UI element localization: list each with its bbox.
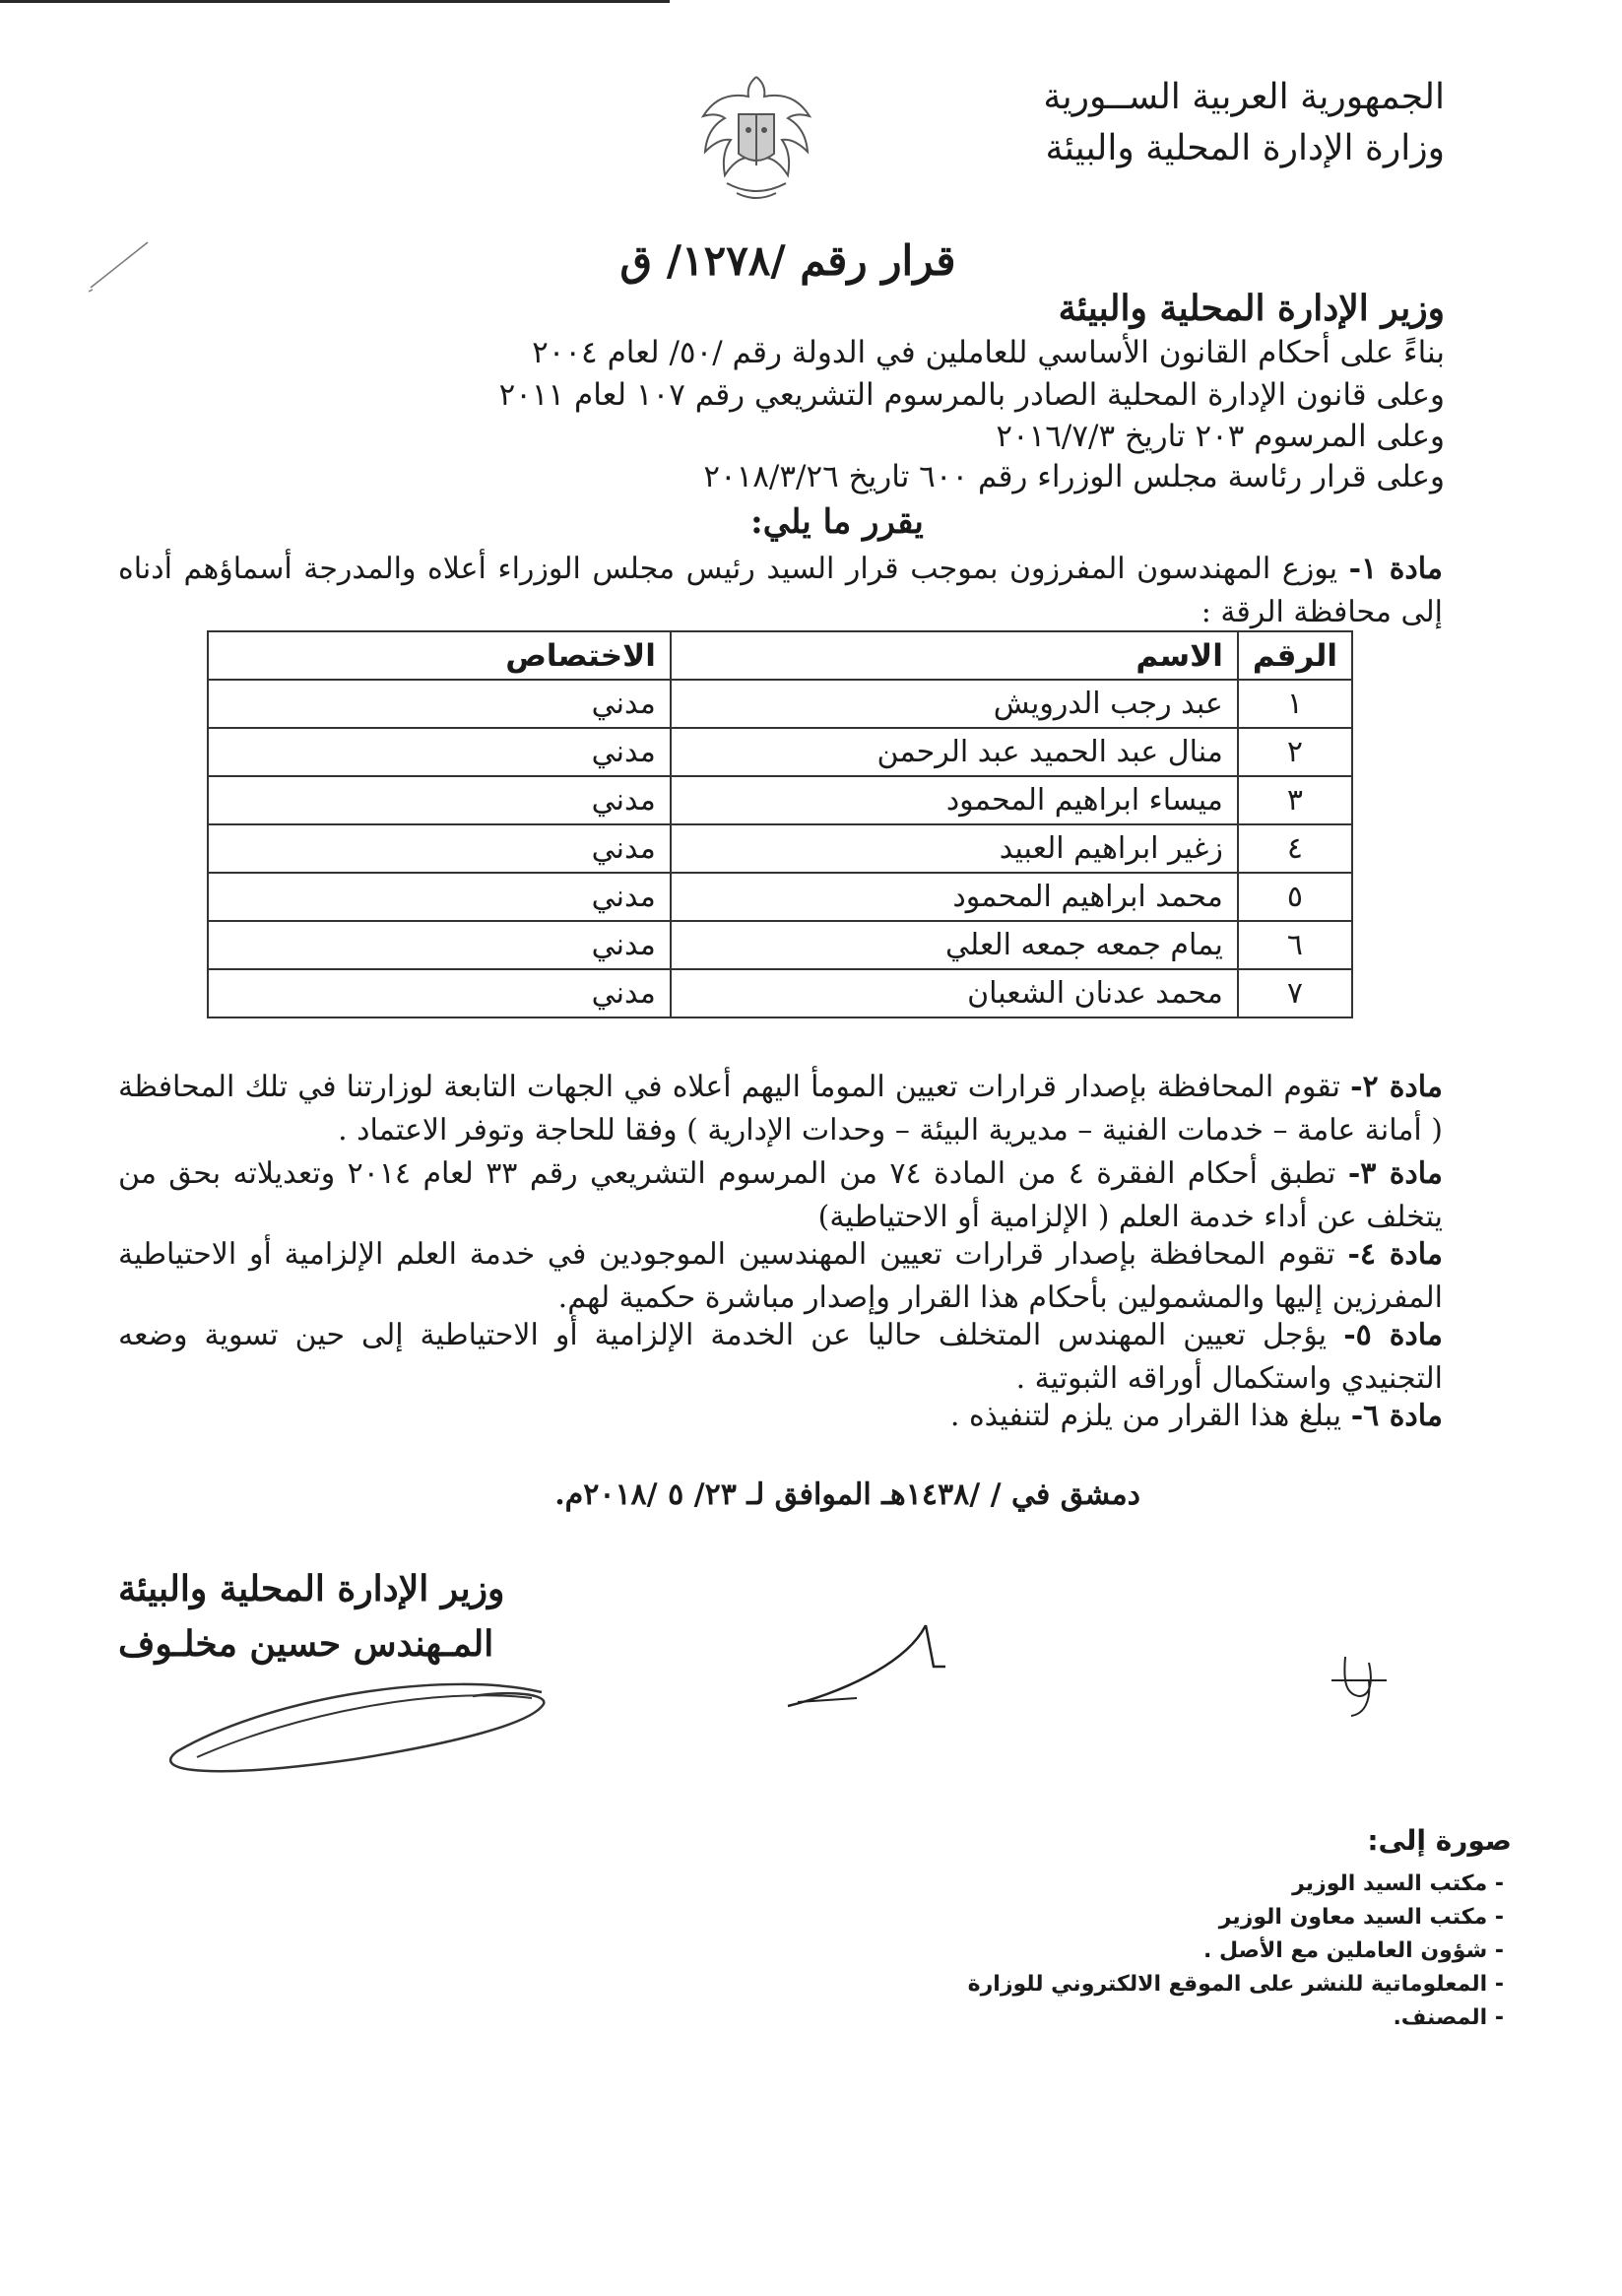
article-3 xyxy=(118,1152,1443,1239)
article-text: تقوم المحافظة بإصدار قرارات تعيين المهندسين الموجودين في خدمة العلم الإلزامية أو الاحتياطية المفرزين إليها والمشمولين بأحكام هذا القرار وإصدار مباشرة حكمية لهم. xyxy=(118,1237,1443,1315)
copies-item: - شؤون العاملين مع الأصل . xyxy=(1203,1938,1504,1963)
header-number: الرقم xyxy=(1238,631,1352,680)
article-label: مادة ٦- xyxy=(1350,1399,1443,1433)
decision-number: قرار رقم /١٢٧٨/ ق xyxy=(619,236,956,285)
table-row xyxy=(208,728,1352,776)
signature-name: المـهندس حسين مخلـوف xyxy=(118,1623,494,1665)
table-row xyxy=(208,873,1352,921)
table-row xyxy=(208,776,1352,824)
minister-title: وزير الإدارة المحلية والبيئة xyxy=(1058,288,1445,329)
table-row xyxy=(208,824,1352,873)
row-specialty: مدني xyxy=(208,921,671,969)
article-1 xyxy=(118,548,1443,634)
date-line: دمشق في / /١٤٣٨هـ الموافق لـ ٢٣/ ٥ /٢٠١٨م. xyxy=(554,1477,1140,1512)
article-4 xyxy=(118,1233,1443,1320)
scan-top-edge xyxy=(0,0,670,3)
paraph-icon xyxy=(778,1615,955,1714)
article-5 xyxy=(118,1314,1443,1401)
article-label: مادة ٣- xyxy=(1347,1156,1443,1191)
article-text: يوزع المهندسون المفرزون بموجب قرار السيد رئيس مجلس الوزراء أعلاه والمدرجة أسماؤهم أدناه إلى محافظة الرقة : xyxy=(118,552,1443,629)
header-specialty: الاختصاص xyxy=(208,631,671,680)
table-row xyxy=(208,680,1352,728)
article-label: مادة ٥- xyxy=(1343,1318,1443,1352)
article-label: مادة ١- xyxy=(1348,552,1443,586)
row-specialty: مدني xyxy=(208,680,671,728)
row-specialty: مدني xyxy=(208,969,671,1017)
republic-name: الجمهورية العربية الســورية xyxy=(1043,77,1445,117)
preamble-line: وعلى قرار رئاسة مجلس الوزراء رقم ٦٠٠ تاريخ ٢٠١٨/٣/٢٦ xyxy=(703,459,1445,494)
header-name: الاسم xyxy=(671,631,1238,680)
article-2 xyxy=(118,1066,1443,1152)
row-number: ١ xyxy=(1238,680,1352,728)
copies-item: - المعلوماتية للنشر على الموقع الالكتروني للوزارة xyxy=(967,1972,1504,1997)
preamble-line: بناءً على أحكام القانون الأساسي للعاملين في الدولة رقم /٥٠/ لعام ٢٠٠٤ xyxy=(532,335,1445,370)
copies-item: - مكتب السيد معاون الوزير xyxy=(1218,1905,1504,1930)
article-label: مادة ٤- xyxy=(1347,1237,1443,1272)
row-number: ٥ xyxy=(1238,873,1352,921)
row-name: زغير ابراهيم العبيد xyxy=(671,824,1238,873)
row-specialty: مدني xyxy=(208,873,671,921)
emblem-eagle-icon xyxy=(697,67,815,215)
row-specialty: مدني xyxy=(208,728,671,776)
margin-mark xyxy=(79,236,158,315)
copies-item: - مكتب السيد الوزير xyxy=(1292,1871,1504,1896)
initials-icon xyxy=(1326,1651,1395,1720)
row-name: محمد عدنان الشعبان xyxy=(671,969,1238,1017)
copies-item: - المصنف. xyxy=(1393,2005,1504,2030)
signature-title: وزير الإدارة المحلية والبيئة xyxy=(118,1568,505,1609)
row-number: ٤ xyxy=(1238,824,1352,873)
row-specialty: مدني xyxy=(208,776,671,824)
article-text: يؤجل تعيين المهندس المتخلف حاليا عن الخدمة الإلزامية أو الاحتياطية إلى حين تسوية وضعه التجنيدي واستكمال أوراقه الثبوتية . xyxy=(118,1318,1443,1396)
row-number: ٣ xyxy=(1238,776,1352,824)
signature-scribble-icon xyxy=(158,1674,551,1783)
table-row xyxy=(208,969,1352,1017)
row-name: محمد ابراهيم المحمود xyxy=(671,873,1238,921)
row-number: ٧ xyxy=(1238,969,1352,1017)
ministry-name: وزارة الإدارة المحلية والبيئة xyxy=(1045,128,1445,168)
preamble-line: وعلى المرسوم ٢٠٣ تاريخ ٢٠١٦/٧/٣ xyxy=(996,419,1445,454)
row-specialty: مدني xyxy=(208,824,671,873)
table-row xyxy=(208,921,1352,969)
row-number: ٢ xyxy=(1238,728,1352,776)
row-number: ٦ xyxy=(1238,921,1352,969)
row-name: يمام جمعه جمعه العلي xyxy=(671,921,1238,969)
row-name: ميساء ابراهيم المحمود xyxy=(671,776,1238,824)
copies-heading: صورة إلى: xyxy=(1367,1824,1512,1857)
article-text: يبلغ هذا القرار من يلزم لتنفيذه . xyxy=(949,1399,1342,1433)
article-label: مادة ٢- xyxy=(1350,1070,1443,1104)
row-name: عبد رجب الدرويش xyxy=(671,680,1238,728)
article-text: تقوم المحافظة بإصدار قرارات تعيين المومأ اليهم أعلاه في الجهات التابعة لوزارتنا في تلك المحافظة ( أمانة عامة – خدمات الفنية – مديرية البيئة – وحدات الإدارية ) وفقا للحاجة وتوفر الاعتماد . xyxy=(118,1070,1443,1148)
article-6 xyxy=(118,1395,1443,1438)
preamble-line: وعلى قانون الإدارة المحلية الصادر بالمرسوم التشريعي رقم ١٠٧ لعام ٢٠١١ xyxy=(498,377,1445,413)
row-name: منال عبد الحميد عبد الرحمن xyxy=(671,728,1238,776)
table-header-row xyxy=(208,631,1352,680)
engineers-table xyxy=(207,630,1353,1018)
article-text: تطبق أحكام الفقرة ٤ من المادة ٧٤ من المرسوم التشريعي رقم ٣٣ لعام ٢٠١٤ وتعديلاته بحق من يتخلف عن أداء خدمة العلم ( الإلزامية أو الاحتياطية) xyxy=(118,1156,1443,1234)
decides-heading: يقرر ما يلي: xyxy=(750,502,924,542)
